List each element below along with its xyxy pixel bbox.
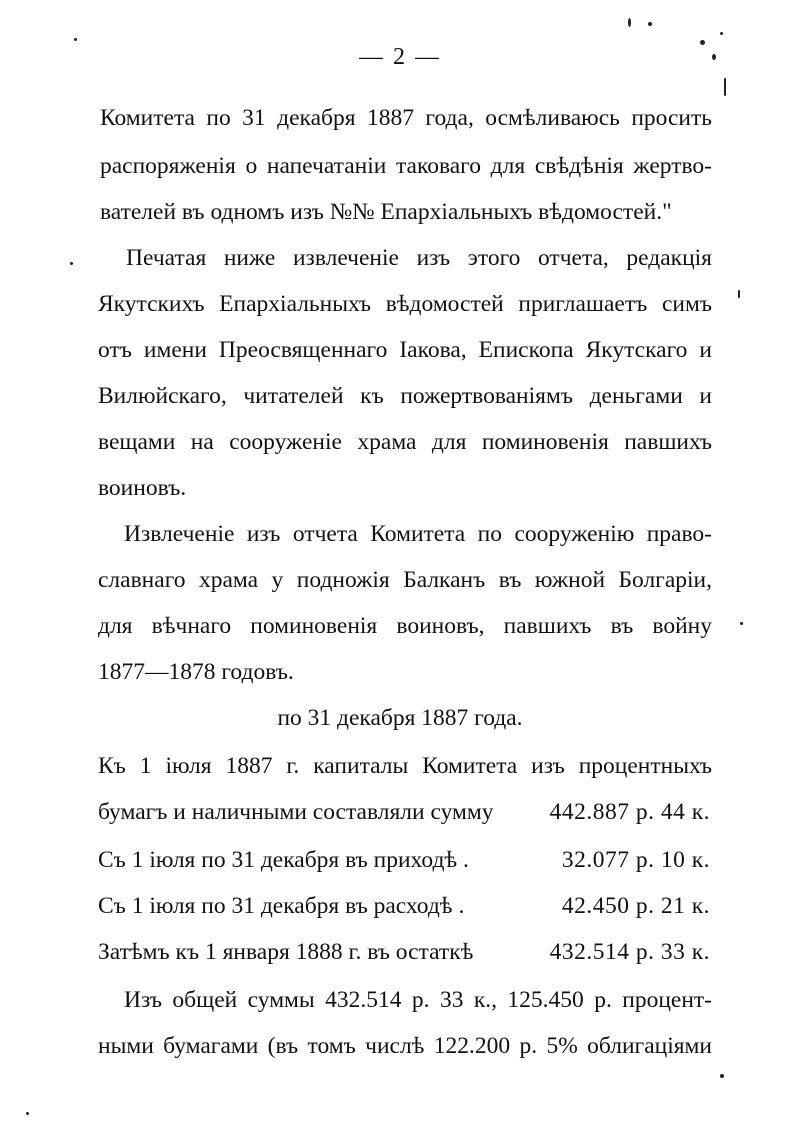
text-line: Извлеченіе изъ отчета Комитета по сооруженію право- [124,521,712,547]
account-amount: 32.077 р. 10 к. [561,847,710,873]
scan-speck [700,40,705,45]
text-line: Комитета по 31 декабря 1887 года, осмѣливаюсь просить [100,105,712,131]
account-row [98,798,710,826]
text-line: Изъ общей суммы 432.514 р. 33 к., 125.450 р. процент- [124,987,712,1013]
account-label: Съ 1 іюля по 31 декабря въ приходѣ . [98,847,469,873]
text-line: распоряженія о напечатаніи таковаго для свѣдѣнія жертво- [100,153,712,179]
text-line: славнаго храма у подножія Балканъ въ южной Болгаріи, [98,567,712,593]
text-line: Къ 1 іюля 1887 г. капиталы Комитета изъ процентныхъ [98,753,712,779]
text-line: отъ имени Преосвященнаго Іакова, Епископа Якутскаго и [98,337,712,363]
report-date: по 31 декабря 1887 года. [277,705,523,731]
text-line: вещами на сооруженіе храма для поминовенія павшихъ [98,429,712,455]
account-row [98,846,710,874]
scan-speck [648,22,652,26]
scan-speck [740,622,743,625]
page-number: — 2 — [359,44,441,70]
account-label: Затѣмъ къ 1 января 1888 г. въ остаткѣ [98,939,474,965]
account-amount: 442.887 р. 44 к. [549,799,710,825]
text-line: 1877—1878 годовъ. [98,659,294,685]
account-row [98,938,710,966]
text-line: Печатая ниже извлеченіе изъ этого отчета, редакція [126,245,712,271]
scan-speck [26,1112,29,1115]
account-row [98,892,710,920]
text-line: для вѣчнаго поминовенія воиновъ, павшихъ въ войну [98,613,712,639]
scan-speck [628,18,631,27]
scan-speck [70,262,73,265]
text-line: вателей въ одномъ изъ №№ Епархіальныхъ вѣдомостей." [100,199,672,225]
account-label: Съ 1 іюля по 31 декабря въ расходѣ . [98,893,465,919]
scan-speck [74,38,77,41]
text-line: Вилюйскаго, читателей къ пожертвованіямъ деньгами и [98,383,712,409]
text-line: воиновъ. [98,475,187,501]
text-line: Якутскихъ Епархіальныхъ вѣдомостей приглашаетъ симъ [98,291,712,317]
account-label: бумагъ и наличными составляли сумму [98,799,494,825]
scan-speck [738,290,740,298]
account-amount: 42.450 р. 21 к. [561,893,710,919]
scan-speck [720,32,723,35]
account-amount: 432.514 р. 33 к. [549,939,710,965]
scan-speck [712,54,716,60]
scan-speck [724,78,726,96]
scan-speck [720,1074,724,1078]
text-line: ными бумагами (въ томъ числѣ 122.200 р. 5% облигаціями [98,1033,712,1059]
